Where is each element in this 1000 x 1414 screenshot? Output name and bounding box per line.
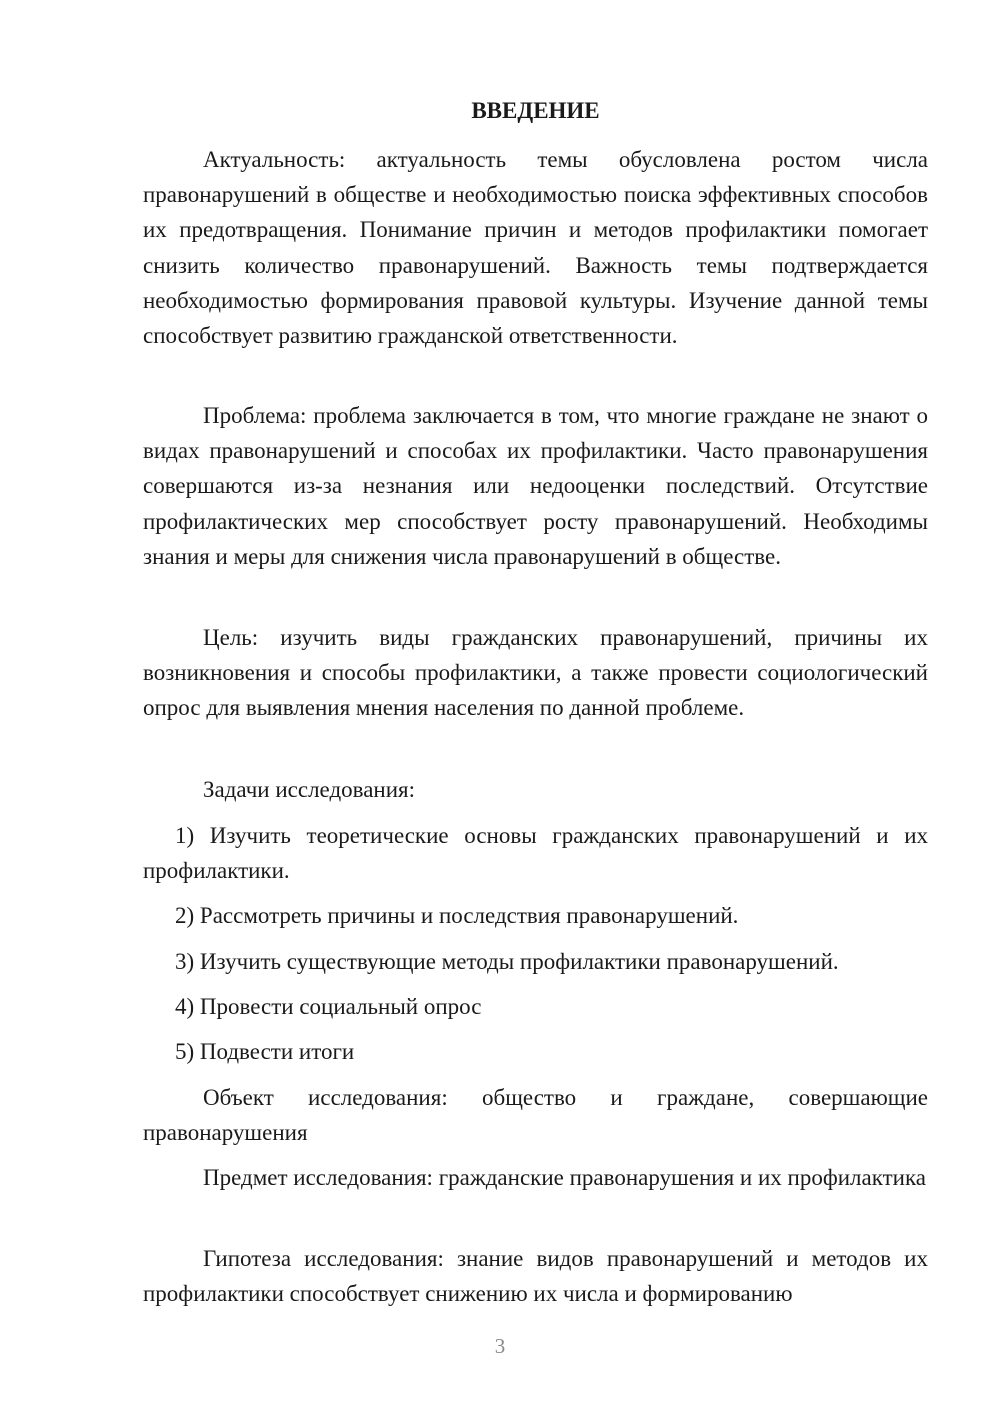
task-item-1: 1) Изучить теоретические основы гражданских правонарушений и их профилактики. (143, 823, 928, 884)
task-item-3: 3) Изучить существующие методы профилактики правонарушений. (175, 949, 839, 974)
tasks-title: Задачи исследования: (203, 777, 416, 802)
task-item-2: 2) Рассмотреть причины и последствия правонарушений. (175, 903, 739, 928)
page-title: ВВЕДЕНИЕ (471, 98, 600, 123)
paragraph-subject: Предмет исследования: гражданские правонарушения и их профилактика (203, 1165, 926, 1190)
page-number: 3 (494, 1334, 506, 1358)
paragraph-hypothesis: Гипотеза исследования: знание видов правонарушений и методов их профилактики способствует снижению их числа и формированию (143, 1246, 928, 1307)
paragraph-problem: Проблема: проблема заключается в том, что многие граждане не знают о видах правонарушений и способах их профилактики. Часто правонарушения совершаются из-за незнания или недооценки последствий. Отсутствие профилактических мер способствует росту правонарушений. Необходимы знания и меры для снижения числа правонарушений в обществе. (143, 403, 928, 569)
paragraph-object: Объект исследования: общество и граждане, совершающие правонарушения (143, 1085, 928, 1146)
paragraph-goal: Цель: изучить виды гражданских правонарушений, причины их возникновения и способы профилактики, а также провести социологический опрос для выявления мнения населения по данной проблеме. (143, 625, 928, 721)
task-item-4: 4) Провести социальный опрос (175, 994, 482, 1019)
paragraph-relevance: Актуальность: актуальность темы обусловлена ростом числа правонарушений в обществе и необходимостью поиска эффективных способов их предотвращения. Понимание причин и методов профилактики помогает снизить количество правонарушений. Важность темы подтверждается необходимостью формирования правовой культуры. Изучение данной темы способствует развитию гражданской ответственности. (143, 147, 928, 349)
task-item-5: 5) Подвести итоги (175, 1039, 355, 1064)
